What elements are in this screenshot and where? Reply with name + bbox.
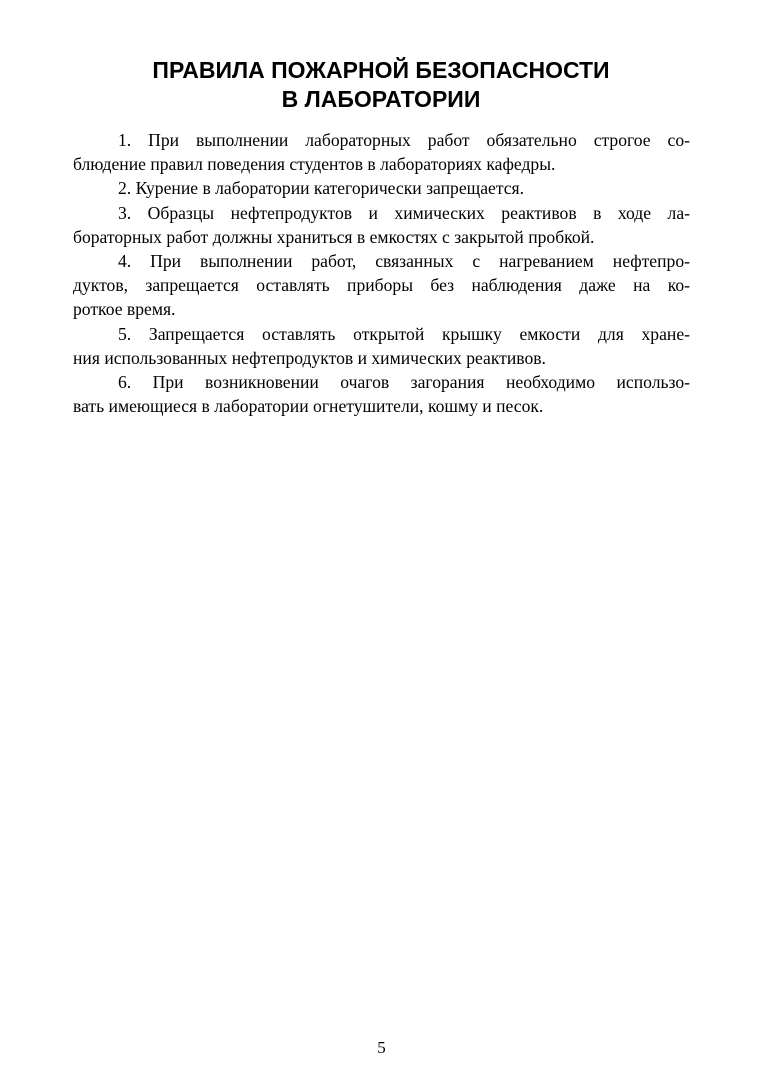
rule-1 [73, 128, 690, 176]
rule-5 [73, 322, 690, 370]
rule-line: вать имеющиеся в лаборатории огнетушители, кошму и песок. [73, 396, 544, 417]
title-line-2: В ЛАБОРАТОРИИ [281, 86, 481, 112]
rule-line: блюдение правил поведения студентов в лабораториях кафедры. [73, 154, 556, 175]
page-title [70, 56, 692, 114]
rule-2 [73, 176, 690, 200]
rule-4 [73, 249, 690, 322]
rule-line: роткое время. [73, 299, 176, 320]
rules-list [73, 128, 690, 418]
rule-line: 1. При выполнении лабораторных работ обязательно строгое со- [118, 130, 690, 150]
rule-3 [73, 201, 690, 249]
rule-line: 2. Курение в лаборатории категорически запрещается. [118, 178, 525, 199]
title-line-1: ПРАВИЛА ПОЖАРНОЙ БЕЗОПАСНОСТИ [152, 57, 610, 83]
rule-line: 5. Запрещается оставлять открытой крышку емкости для хране- [118, 323, 690, 344]
rule-line: бораторных работ должны храниться в емкостях с закрытой пробкой. [73, 226, 595, 247]
page-number: 5 [377, 1038, 386, 1057]
rule-line: 4. При выполнении работ, связанных с нагреванием нефтепро- [118, 250, 690, 271]
rule-line: 6. При возникновении очагов загорания необходимо использо- [118, 371, 690, 392]
rule-line: 3. Образцы нефтепродуктов и химических реактивов в ходе ла- [118, 202, 690, 223]
rule-line: дуктов, запрещается оставлять приборы без наблюдения даже на ко- [73, 275, 690, 296]
rule-6 [73, 370, 690, 418]
rule-line: ния использованных нефтепродуктов и химических реактивов. [73, 347, 546, 368]
